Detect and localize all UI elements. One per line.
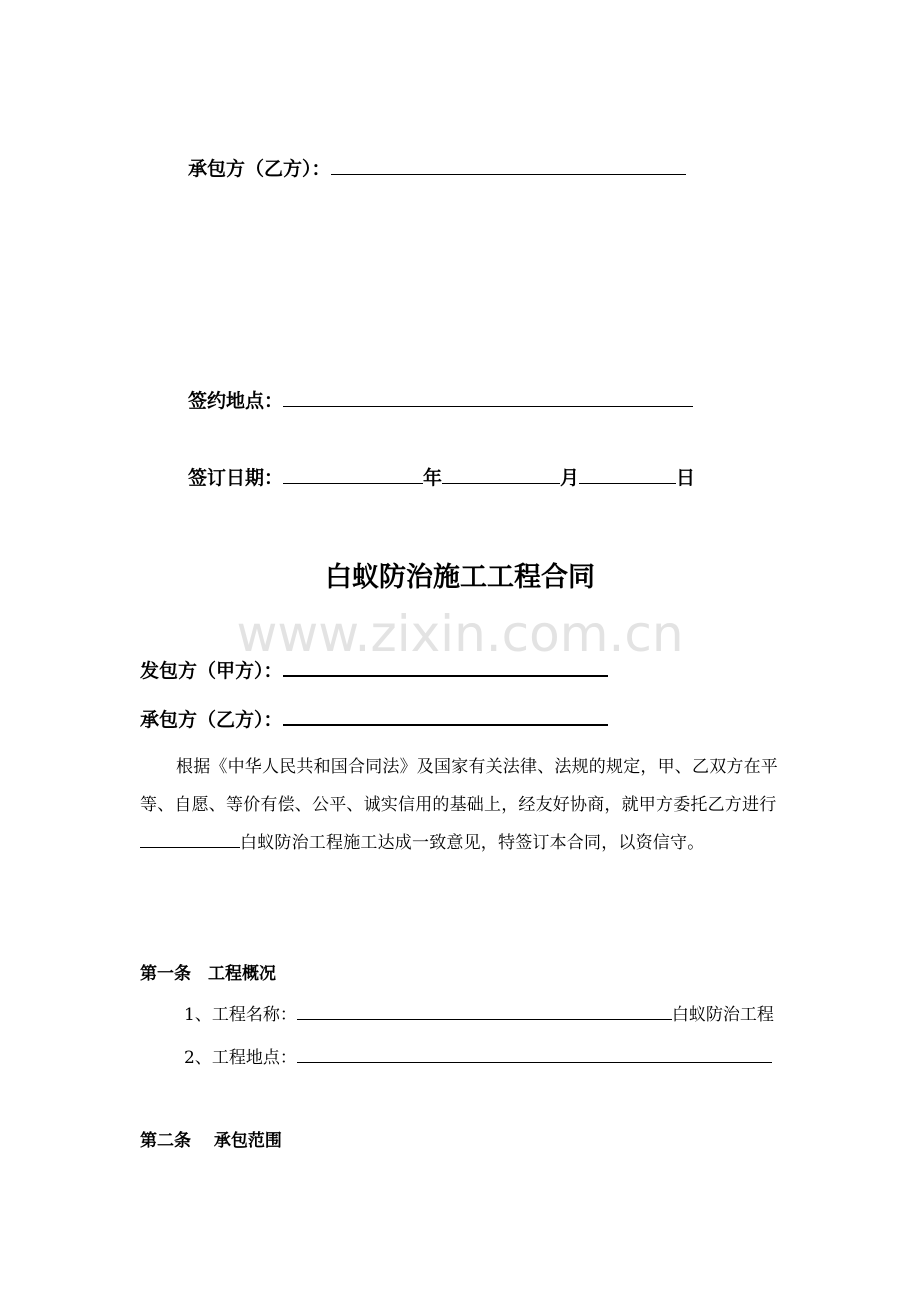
article1-item1 (184, 1000, 774, 1025)
employer-blank[interactable] (283, 656, 608, 677)
article1-item2 (184, 1043, 772, 1068)
contractor-label: 承包方（乙方）： (140, 709, 283, 731)
cover-contractor-blank[interactable] (331, 155, 686, 175)
signing-place-blank[interactable] (283, 387, 693, 407)
employer-line (140, 656, 608, 683)
year-label: 年 (423, 467, 443, 489)
cover-contractor-line (188, 154, 686, 181)
article1-heading: 第一条 工程概况 (140, 964, 276, 984)
contractor-blank[interactable] (283, 705, 608, 726)
day-label: 日 (676, 467, 696, 489)
preamble-text-1: 根据《中华人民共和国合同法》及国家有关法律、法规的规定，甲、乙双方在平等、自愿、等价有偿、公平、诚实信用的基础上，经友好协商，就甲方委托乙方进行 (140, 757, 778, 815)
project-name-suffix: 白蚁防治工程 (671, 1005, 774, 1025)
project-name-blank[interactable] (297, 1002, 672, 1020)
cover-contractor-label: 承包方（乙方）： (188, 158, 331, 180)
preamble-paragraph (140, 748, 790, 862)
month-label: 月 (560, 467, 580, 489)
signing-day-blank[interactable] (579, 464, 676, 484)
contract-title: 白蚁防治施工工程合同 (325, 562, 595, 593)
signing-place-line (188, 386, 693, 413)
project-location-label: 2、工程地点： (184, 1048, 297, 1068)
contractor-line (140, 705, 608, 732)
preamble-project-blank[interactable] (140, 830, 240, 848)
project-name-label: 1、工程名称： (184, 1005, 297, 1025)
preamble-text-2: 白蚁防治工程施工达成一致意见，特签订本合同，以资信守。 (240, 833, 705, 853)
project-location-blank[interactable] (297, 1045, 772, 1063)
signing-month-blank[interactable] (442, 464, 560, 484)
article2-heading: 第二条 承包范围 (140, 1131, 282, 1151)
signing-place-label: 签约地点： (188, 390, 284, 412)
employer-label: 发包方（甲方）： (140, 660, 283, 682)
signing-year-blank[interactable] (283, 464, 423, 484)
watermark: www.zixin.com.cn (236, 605, 684, 663)
signing-date-label: 签订日期： (188, 467, 284, 489)
signing-date-line (188, 463, 695, 490)
